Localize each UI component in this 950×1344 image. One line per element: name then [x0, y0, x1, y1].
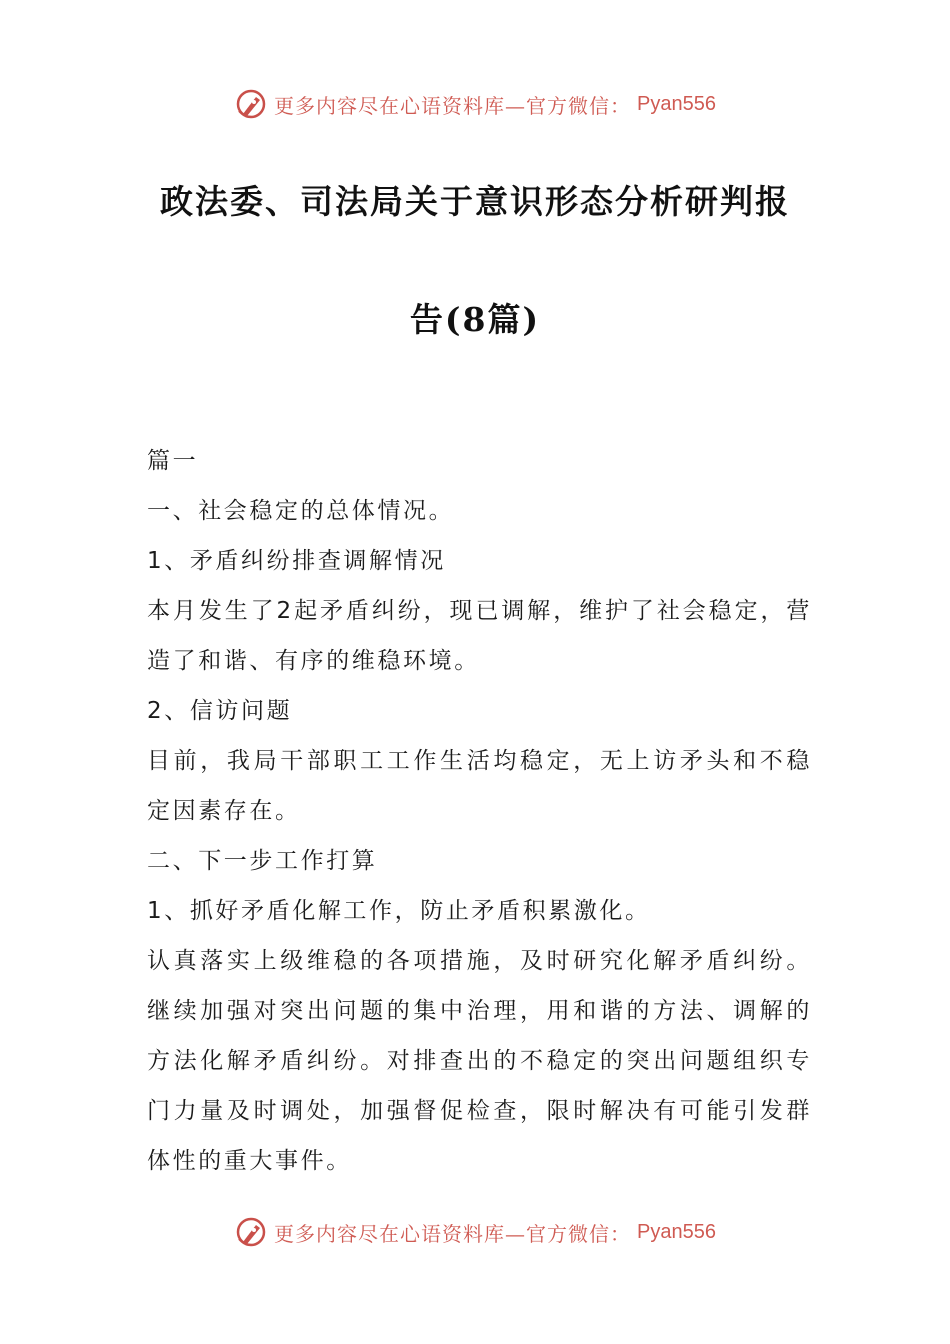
heading-level-2: 1、抓好矛盾化解工作，防止矛盾积累激化。 — [147, 898, 651, 924]
watermark-text: 更多内容尽在心语资料库—官方微信： — [274, 1221, 632, 1246]
heading-level-1: 一、社会稳定的总体情况。 — [147, 498, 455, 524]
document-title-line-2: 告(8篇) — [409, 300, 541, 339]
watermark-text: 更多内容尽在心语资料库—官方微信： — [274, 93, 632, 118]
section-heading: 篇一 — [147, 448, 199, 474]
body-paragraph: 目前，我局干部职工工作生活均稳定，无上访矛头和不稳定因素存在。 — [147, 748, 812, 824]
watermark-wechat-id: Pyan556 — [637, 92, 716, 115]
body-paragraph: 本月发生了2起矛盾纠纷，现已调解，维护了社会稳定，营造了和谐、有序的维稳环境。 — [147, 598, 812, 674]
heading-level-1: 二、下一步工作打算 — [147, 848, 378, 874]
watermark-wechat-id: Pyan556 — [637, 1220, 716, 1243]
header-watermark — [0, 84, 950, 124]
heading-level-2: 2、信访问题 — [147, 698, 293, 724]
pen-nib-logo-icon — [234, 87, 268, 121]
footer-watermark — [0, 1212, 950, 1252]
body-paragraph: 认真落实上级维稳的各项措施，及时研究化解矛盾纠纷。继续加强对突出问题的集中治理，用和谐的方法、调解的方法化解矛盾纠纷。对排查出的不稳定的突出问题组织专门力量及时调处，加强督促检查，限时解决有可能引发群体性的重大事件。 — [147, 948, 812, 1174]
document-body — [147, 436, 812, 1186]
document-title-line-1: 政法委、司法局关于意识形态分析研判报 — [160, 182, 790, 221]
pen-nib-logo-icon — [234, 1215, 268, 1249]
heading-level-2: 1、矛盾纠纷排查调解情况 — [147, 548, 446, 574]
